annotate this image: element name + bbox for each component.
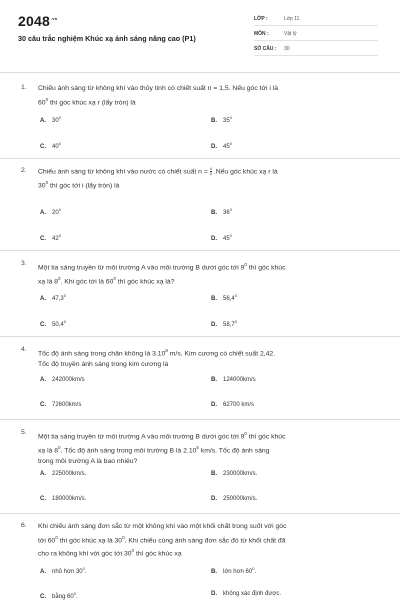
option-letter: D. — [211, 236, 217, 242]
option-text: $20^0$ — [52, 207, 61, 216]
question-text: Chiếu ánh sáng từ không khí vào thủy tinh có chiết suất n = 1,5. Nếu góc tới i là $60^0$ thì góc khúc xạ r (lấy tròn) là — [38, 85, 279, 106]
option-text: 47,3$^0$ — [52, 293, 66, 302]
question-divider — [0, 72, 400, 73]
answer-option-d[interactable] — [211, 319, 237, 328]
option-text: 225000km/s. — [52, 471, 87, 477]
option-letter: C. — [40, 144, 46, 150]
question-number: 6. — [21, 522, 27, 529]
answer-option-a[interactable] — [40, 293, 66, 302]
answer-option-b[interactable] — [211, 566, 256, 575]
question-number: 5. — [21, 429, 27, 436]
option-text: nhỏ hơn $30^0$. — [52, 566, 87, 575]
option-text: 230000km/s. — [223, 471, 258, 477]
option-letter: B. — [211, 296, 217, 302]
question-divider — [0, 250, 400, 251]
answer-option-c[interactable] — [40, 591, 78, 600]
meta-class-row — [254, 14, 378, 26]
option-text: 56,4$^0$ — [223, 293, 237, 302]
question-number: 4. — [21, 346, 27, 353]
answer-option-c[interactable] — [40, 319, 66, 328]
option-text: 50,4$^0$ — [52, 319, 66, 328]
answer-option-a[interactable] — [40, 115, 61, 124]
meta-class-value: Lớp 11 — [284, 16, 300, 22]
answer-option-b[interactable] — [211, 293, 237, 302]
option-text: 180000km/s. — [52, 496, 87, 502]
option-letter: C. — [40, 594, 46, 600]
site-logo[interactable]: $2048^{.vn}$ — [18, 13, 58, 29]
option-text: $35^0$ — [223, 115, 232, 124]
option-letter: A. — [40, 118, 46, 124]
answer-option-b[interactable] — [211, 471, 257, 477]
option-text: $42^0$ — [52, 233, 61, 242]
meta-subject-row — [254, 29, 378, 41]
meta-count-label: SỐ CÂU : — [254, 46, 277, 52]
option-letter: C. — [40, 496, 46, 502]
option-text: 242000km/s — [52, 377, 85, 383]
option-letter: D. — [211, 322, 217, 328]
answer-option-d[interactable] — [211, 141, 232, 150]
meta-count-value: 30 — [284, 46, 290, 52]
question-divider — [0, 336, 400, 337]
answer-option-c[interactable] — [40, 402, 81, 408]
document-title: 30 câu trắc nghiệm Khúc xạ ánh sáng nâng cao (P1) — [18, 34, 196, 43]
option-text: lớn hơn $60^0$. — [223, 566, 257, 575]
question-divider — [0, 158, 400, 159]
option-letter: B. — [211, 377, 217, 383]
answer-option-c[interactable] — [40, 233, 61, 242]
question-text: Tốc độ ánh sáng trong chân không là 3.10$^8$ m/s. Kim cương có chiết suất 2,42. Tốc độ truyền ánh sáng trong kim cương là — [38, 348, 276, 368]
answer-option-b[interactable] — [211, 115, 232, 124]
option-letter: C. — [40, 236, 46, 242]
option-letter: B. — [211, 210, 217, 216]
option-letter: A. — [40, 377, 46, 383]
answer-option-a[interactable] — [40, 471, 86, 477]
option-text: $40^0$ — [52, 141, 61, 150]
option-letter: D. — [211, 144, 217, 150]
question-text: Một tia sáng truyền từ môi trường A vào môi trường B dưới góc tới $9^0$ thì góc khúc xạ là $8^0$. Tốc độ ánh sáng trong môi trường B là 2.10$^5$ km/s. Tốc độ ánh sáng trong môi trường A là bao nhiêu? — [38, 431, 286, 465]
option-letter: A. — [40, 569, 46, 575]
answer-option-d[interactable] — [211, 233, 232, 242]
answer-option-c[interactable] — [40, 141, 61, 150]
option-text: 124000km/s — [223, 377, 256, 383]
option-text: bằng $60^0$. — [52, 591, 78, 600]
option-text: $45^0$ — [223, 233, 232, 242]
option-letter: C. — [40, 322, 46, 328]
option-letter: B. — [211, 471, 217, 477]
option-letter: B. — [211, 569, 217, 575]
answer-option-a[interactable] — [40, 377, 85, 383]
answer-option-d[interactable] — [211, 591, 281, 597]
question-number: 3. — [21, 260, 27, 267]
document-header — [0, 0, 400, 68]
option-text: 62700 km/s — [223, 402, 255, 408]
question-text: Khi chiếu ánh sáng đơn sắc từ một không khí vào một khối chất trong suốt với góc tới $60^0$ thì góc khúc xạ là $30^0$. Khi chiếu cùng ánh sáng đơn sắc đó từ khối chất đã cho ra không khí với góc tới $30^0$ thì góc khúc xạ — [38, 523, 287, 558]
option-letter: D. — [211, 402, 217, 408]
answer-option-a[interactable] — [40, 566, 87, 575]
meta-class-label: LỚP : — [254, 16, 268, 22]
option-text: $45^0$ — [223, 141, 232, 150]
option-text: 58,7$^0$ — [223, 319, 237, 328]
question-number: 1. — [21, 84, 27, 91]
answer-option-a[interactable] — [40, 207, 61, 216]
meta-count-row — [254, 44, 378, 56]
option-letter: C. — [40, 402, 46, 408]
option-text: 72600km/s — [52, 402, 82, 408]
option-text: 250000km/s. — [223, 496, 258, 502]
question-text: Một tia sáng truyền từ môi trường A vào môi trường B dưới góc tới $9^0$ thì góc khúc xạ là $8^0$. Khi góc tới là $60^0$ thì góc khúc xạ là? — [38, 262, 286, 286]
option-letter: A. — [40, 471, 46, 477]
answer-option-d[interactable] — [211, 496, 257, 502]
meta-subject-value: Vật lý — [284, 31, 297, 37]
option-letter: A. — [40, 296, 46, 302]
answer-option-b[interactable] — [211, 377, 256, 383]
meta-subject-label: MÔN : — [254, 31, 269, 37]
option-text: $36^0$ — [223, 207, 232, 216]
option-text: không xác định được. — [223, 591, 281, 597]
answer-option-c[interactable] — [40, 496, 86, 502]
question-number: 2. — [21, 167, 27, 174]
option-letter: D. — [211, 591, 217, 597]
question-divider — [0, 513, 400, 514]
question-divider — [0, 419, 400, 420]
question-text: Chiếu ánh sáng từ không khí vào nước có chiết suất n = $\frac{4}{3}$ .Nếu góc khúc xạ r là $30^0$ thì góc tới i (lấy tròn) là — [38, 166, 278, 190]
option-letter: D. — [211, 496, 217, 502]
answer-option-d[interactable] — [211, 402, 254, 408]
option-letter: B. — [211, 118, 217, 124]
option-text: $30^0$ — [52, 115, 61, 124]
option-letter: A. — [40, 210, 46, 216]
answer-option-b[interactable] — [211, 207, 232, 216]
